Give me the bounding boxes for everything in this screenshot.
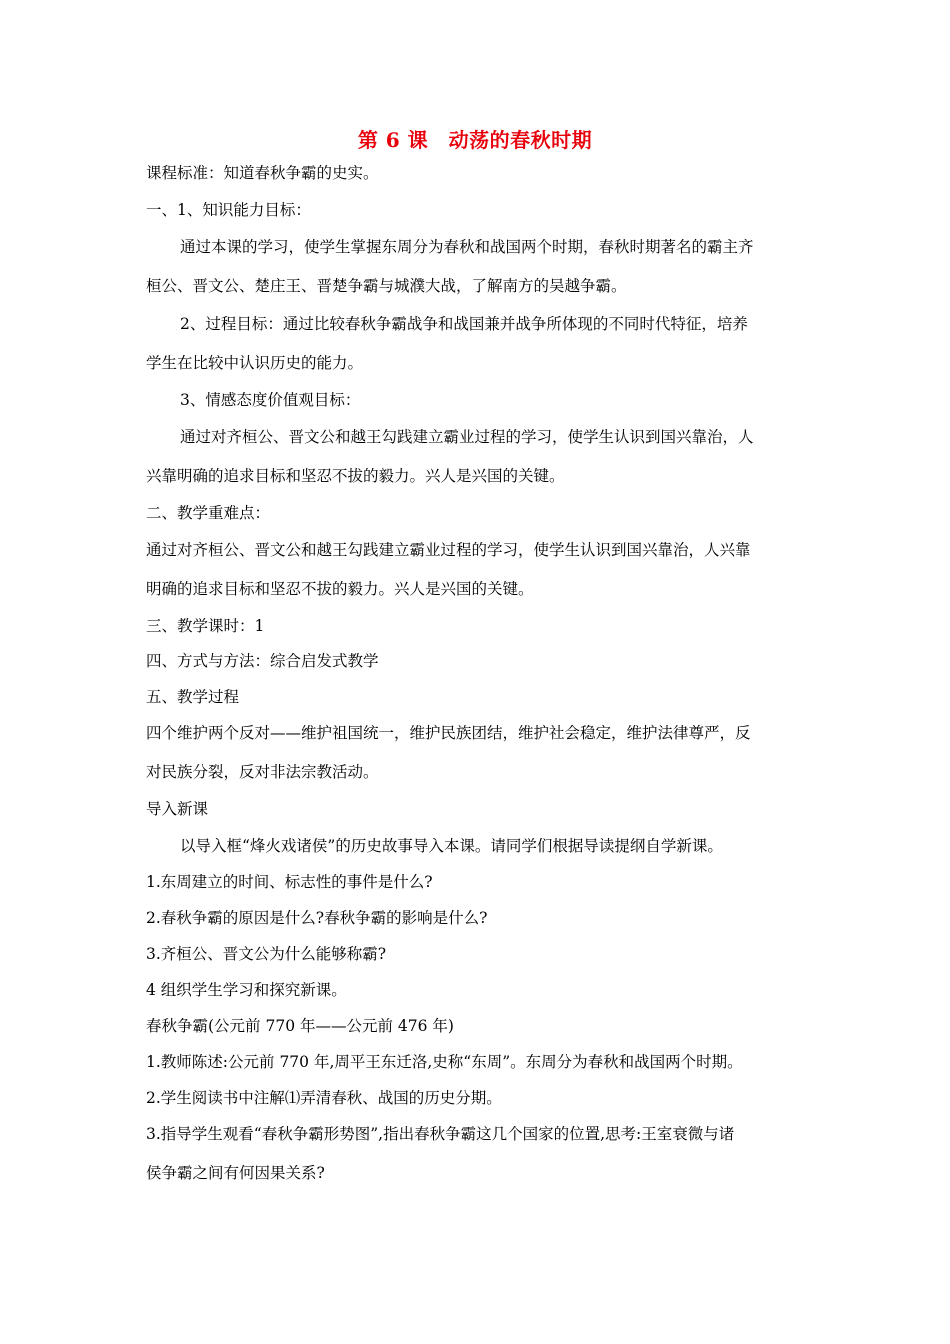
paragraph-line: 通过本课的学习，使学生掌握东周分为春秋和战国两个时期，春秋时期著名的霸主齐 [180, 238, 754, 256]
section-heading: 二、教学重难点： [146, 504, 271, 522]
list-item: 3.齐桓公、晋文公为什么能够称霸? [146, 945, 387, 963]
paragraph-line: 对民族分裂，反对非法宗教活动。 [146, 763, 379, 781]
paragraph-line: 学生在比较中认识历史的能力。 [146, 354, 364, 372]
section-heading: 导入新课 [146, 800, 209, 818]
list-item: 侯争霸之间有何因果关系? [146, 1164, 325, 1182]
paragraph-line: 明确的追求目标和坚忍不拔的毅力。兴人是兴国的关键。 [146, 580, 534, 598]
paragraph-line: 2、过程目标：通过比较春秋争霸战争和战国兼并战争所体现的不同时代特征，培养 [180, 315, 748, 333]
section-heading: 3、情感态度价值观目标： [180, 391, 361, 409]
list-item: 1.东周建立的时间、标志性的事件是什么? [146, 873, 433, 891]
list-item: 4 组织学生学习和探究新课。 [146, 981, 347, 999]
paragraph-line: 桓公、晋文公、楚庄王、晋楚争霸与城濮大战，了解南方的吴越争霸。 [146, 277, 627, 295]
course-standard: 课程标准：知道春秋争霸的史实。 [146, 164, 379, 182]
list-item: 3.指导学生观看“春秋争霸形势图”,指出春秋争霸这几个国家的位置,思考:王室衰微与诸 [146, 1125, 735, 1143]
paragraph-line: 四个维护两个反对——维护祖国统一，维护民族团结，维护社会稳定，维护法律尊严，反 [146, 724, 751, 742]
section-heading: 四、方式与方法：综合启发式教学 [146, 652, 379, 670]
section-heading: 一、1、知识能力目标： [146, 201, 311, 219]
list-item: 2.春秋争霸的原因是什么?春秋争霸的影响是什么? [146, 909, 488, 927]
section-heading: 三、教学课时：1 [146, 617, 265, 635]
document-title: 第 6 课 动荡的春秋时期 [357, 128, 593, 152]
list-item: 1.教师陈述:公元前 770 年,周平王东迁洛,史称“东周”。东周分为春秋和战国两个时期。 [146, 1053, 743, 1071]
section-heading: 春秋争霸(公元前 770 年——公元前 476 年) [146, 1017, 454, 1035]
list-item: 2.学生阅读书中注解⑴弄清春秋、战国的历史分期。 [146, 1089, 502, 1107]
section-heading: 五、教学过程 [146, 688, 240, 706]
paragraph-line: 通过对齐桓公、晋文公和越王勾践建立霸业过程的学习，使学生认识到国兴靠治，人 [180, 428, 754, 446]
paragraph-line: 通过对齐桓公、晋文公和越王勾践建立霸业过程的学习，使学生认识到国兴靠治，人兴靠 [146, 541, 751, 559]
paragraph-line: 以导入框“烽火戏诸侯”的历史故事导入本课。请同学们根据导读提纲自学新课。 [180, 837, 723, 855]
paragraph-line: 兴靠明确的追求目标和坚忍不拔的毅力。兴人是兴国的关键。 [146, 467, 565, 485]
